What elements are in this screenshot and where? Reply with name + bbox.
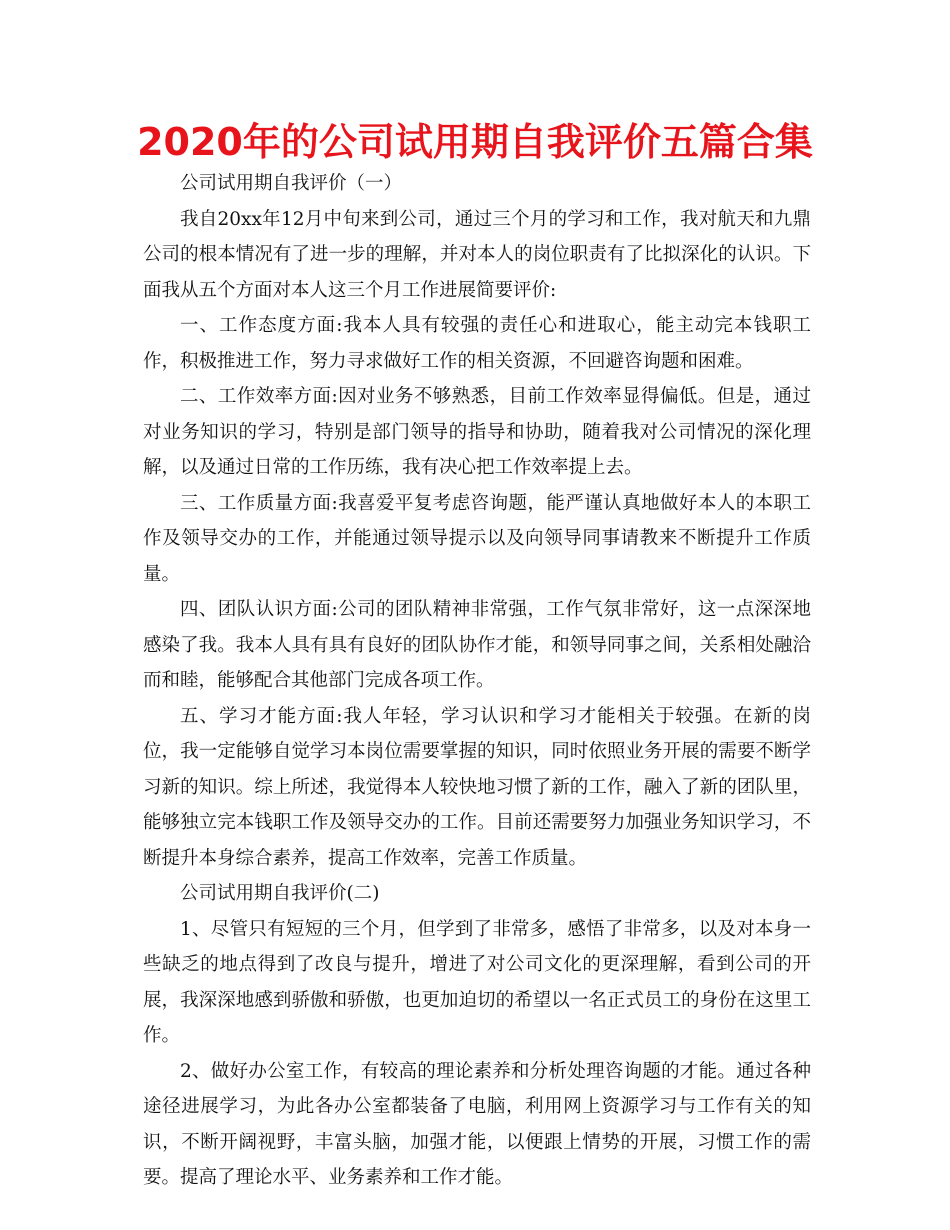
paragraph: 我自20xx年12月中旬来到公司，通过三个月的学习和工作，我对航天和九鼎公司的根本情况有了进一步的理解，并对本人的岗位职责有了比拟深化的认识。下面我从五个方面对本人这三个月工作进展简要评价: — [143, 208, 811, 301]
document-body — [143, 166, 811, 1196]
paragraph: 一、工作态度方面:我本人具有较强的责任心和进取心，能主动完本钱职工作，积极推进工作，努力寻求做好工作的相关资源，不回避咨询题和困难。 — [143, 315, 811, 372]
section-heading: 公司试用期自我评价(二) — [180, 883, 380, 904]
paragraph: 1、尽管只有短短的三个月，但学到了非常多，感悟了非常多，以及对本身一些缺乏的地点得到了改良与提升，增进了对公司文化的更深理解，看到公司的开展，我深深地感到骄傲和骄傲，也更加迫切的希望以一名正式员工的身份在这里工作。 — [143, 918, 811, 1046]
paragraph: 2、做好办公室工作，有较高的理论素养和分析处理咨询题的才能。通过各种途径进展学习，为此各办公室都装备了电脑，利用网上资源学习与工作有关的知识，不断开阔视野，丰富头脑，加强才能，以便跟上情势的开展，习惯工作的需要。提高了理论水平、业务素养和工作才能。 — [143, 1060, 811, 1188]
paragraph: 五、学习才能方面:我人年轻，学习认识和学习才能相关于较强。在新的岗位，我一定能够自觉学习本岗位需要掌握的知识，同时依照业务开展的需要不断学习新的知识。综上所述，我觉得本人较快地习惯了新的工作，融入了新的团队里，能够独立完本钱职工作及领导交办的工作。目前还需要努力加强业务知识学习，不断提升本身综合素养，提高工作效率，完善工作质量。 — [143, 705, 811, 869]
paragraph: 三、工作质量方面:我喜爱平复考虑咨询题，能严谨认真地做好本人的本职工作及领导交办的工作，并能通过领导提示以及向领导同事请教来不断提升工作质量。 — [143, 492, 811, 585]
paragraph: 四、团队认识方面:公司的团队精神非常强，工作气氛非常好，这一点深深地感染了我。我本人具有具有良好的团队协作才能，和领导同事之间，关系相处融洽而和睦，能够配合其他部门完成各项工作。 — [143, 599, 811, 691]
paragraph: 二、工作效率方面:因对业务不够熟悉，目前工作效率显得偏低。但是，通过对业务知识的学习，特别是部门领导的指导和协助，随着我对公司情况的深化理解，以及通过日常的工作历练，我有决心把工作效率提上去。 — [143, 386, 811, 478]
document-title: 2020年的公司试用期自我评价五篇合集 — [137, 120, 813, 164]
section-heading: 公司试用期自我评价（一） — [180, 173, 403, 194]
